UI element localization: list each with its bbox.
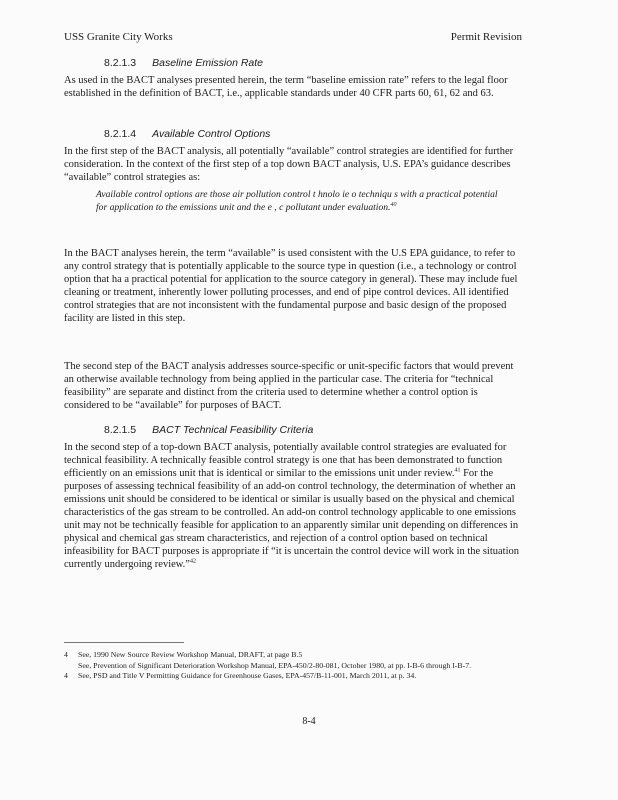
footnote [64, 671, 522, 682]
footnote-ref: 42 [189, 558, 196, 565]
body-paragraph: In the first step of the BACT analysis, all potentially “available” control strategies are identified for further consideration. In the context of the first step of a top down BACT analysis, U.S. EPA’s guidance describes “available” control strategies as: [64, 146, 514, 183]
body-paragraph: As used in the BACT analyses presented herein, the term “baseline emission rate” refers to the legal floor established in the definition of BACT, i.e., applicable standards under 40 CFR parts 60, 61, 62 and 63. [64, 75, 508, 99]
body-text: For the purposes of assessing technical feasibility of an add-on control technology, the determination of whether an emissions unit should be considered to be identical or similar is usually based on the physical and chemical characteristics of the gas stream to be controlled. An add-on control technology applicable to one emissions unit may not be technically feasible for application to an apparently similar unit depending on differences in physical and chemical gas stream characteristics, and rejection of a control option based on technical infeasibility for BACT purposes is appropriate if “it is uncertain the control device will work in the situation currently undergoing review.” [64, 468, 519, 570]
section-heading [64, 127, 522, 141]
section-heading [64, 56, 522, 70]
section-title: BACT Technical Feasibility Criteria [152, 424, 314, 436]
section-baseline-emission-rate [64, 56, 522, 100]
footnote-divider [64, 642, 184, 643]
footnote-number: 4 [64, 650, 68, 659]
page-header [64, 30, 522, 44]
footnote [64, 650, 522, 661]
section-available-control-options [64, 127, 522, 214]
section-title: Available Control Options [152, 128, 271, 140]
footnote-text: See, PSD and Title V Permitting Guidance for Greenhouse Gases, EPA-457/B-11-001, March 2011, at p. 34. [78, 671, 417, 680]
section-number: 8.2.1.3 [104, 57, 137, 69]
body-paragraph: In the BACT analyses herein, the term “available” is used consistent with the U.S EPA guidance, to refer to any control strategy that is potentially applicable to the source type in question (i.e., a technology or control option that ha a practical potential for application to the source category in general). These may include fuel cleaning or treatment, inherently lower polluting processes, and end of pipe control devices. All identified control strategies that are not inconsistent with the fundamental purpose and basic design of the proposed facility are listed in this step. [64, 248, 518, 324]
footnote-number: 4 [64, 671, 68, 680]
section-number: 8.2.1.4 [104, 128, 137, 140]
header-right: Permit Revision [450, 31, 522, 43]
guidance-quote [96, 189, 506, 214]
footnote-text: See, Prevention of Significant Deterioration Workshop Manual, EPA-450/2-80-081, October 1980, at pp. I-B-6 through I-B-7. [78, 660, 472, 670]
body-paragraph: The second step of the BACT analysis addresses source-specific or unit-specific factors that would prevent an otherwise available technology from being applied in the particular case. The criteria for “technical feasibility” are separate and distinct from the criteria used to determine whether a control option is considered to be “available” for purposes of BACT. [64, 361, 514, 411]
body-text: In the second step of a top-down BACT analysis, potentially available control strategies are evaluated for technical feasibility. A technically feasible control strategy is one that has been demonstrated to function efficiently on an emissions unit that is identical or similar to the emissions unit under review. [64, 442, 507, 479]
header-left: USS Granite City Works [64, 31, 173, 43]
footnote-text: See, 1990 New Source Review Workshop Manual, DRAFT, at page B.5 [78, 650, 303, 659]
section-number: 8.2.1.5 [104, 424, 137, 436]
footnote-ref: 41 [454, 467, 461, 474]
section-heading [64, 423, 522, 437]
section-title: Baseline Emission Rate [152, 57, 264, 69]
body-paragraph [64, 441, 522, 571]
footnote-ref: 40 [390, 201, 397, 208]
footnotes [64, 650, 522, 682]
quote-text: Available control options are those air pollution control t hnolo ie o techniqu s with a practical potential for application to the emissions unit and the e , c pollutant under evaluation. [96, 189, 498, 213]
page-number: 8-4 [302, 716, 316, 727]
section-technical-feasibility [64, 423, 522, 571]
